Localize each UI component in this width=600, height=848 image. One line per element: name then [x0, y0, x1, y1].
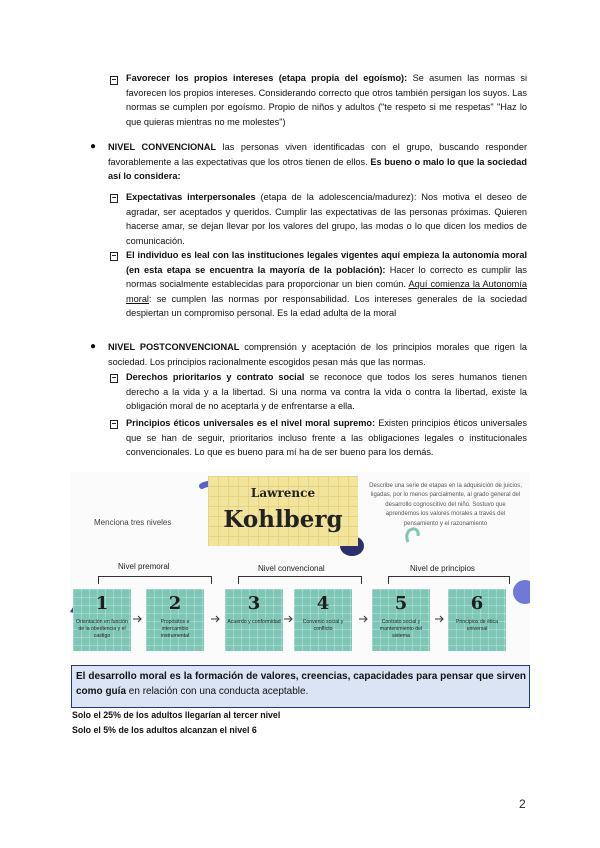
item-heading: Principios éticos universales [126, 418, 257, 428]
arrow-right-icon [435, 615, 445, 623]
stage-card-1 [73, 589, 131, 651]
level-text: las personas viven identificadas con el grupo, buscando responder favorablemente a las expectativas que los otros tienen de ellos. [108, 142, 527, 167]
level-heading: NIVEL CONVENCIONAL [108, 142, 223, 152]
item-text-continued: : se cumplen las normas por responsabilidad. Los intereses generales de la sociedad despiertan un compromiso personal. Es la edad adulta de la moral [126, 293, 527, 319]
paragraph-egoismo [126, 71, 527, 129]
arrow-right-icon [133, 615, 143, 623]
definition-bold: El desarrollo moral es la formación de valores, creencias, capacidades para pensar que sirven como guía [76, 671, 526, 697]
item-text: Hacer lo correcto es cumplir las normas socialmente establecidas para proporcionar un bien común. [126, 264, 528, 290]
stage-number: 4 [316, 593, 330, 614]
stage-number: 3 [247, 593, 261, 614]
mention-label: Menciona tres niveles [94, 518, 172, 527]
stage-text: Principios de ética universal [455, 619, 499, 632]
paragraph-expectativas [126, 190, 527, 248]
level-brace [388, 576, 510, 577]
item-text: se reconoce que todos los seres humanos tienen derecho a la vida y a la libertad. Si una norma va contra la vida o contra la libertad, existe la obligación moral de no aceptarla y de enfrentarse a ella. [126, 372, 527, 412]
item-text-continued: Existen principios éticos universales que se han de seguir, prioritarios incluso frente a las obligaciones legales o institucionales convencionales. Lo que es bueno para mí ha de ser bueno para los demás. [126, 418, 527, 458]
stage-text: Propósitos e intercambio instrumental [160, 619, 190, 639]
stage-number: 1 [95, 593, 109, 614]
stage-number: 6 [470, 593, 484, 614]
item-heading: El individuo es leal con las instituciones legales vigentes aquí empieza la autonomía moral (en esta etapa se encuentra la mayoría de la población): [126, 250, 527, 275]
level-highlight: Es bueno o malo lo que la sociedad así lo considera: [108, 156, 527, 182]
stage-number: 5 [394, 593, 408, 614]
item-text: (etapa de la adolescencia/madurez): Nos motiva el deseo de agradar, ser aceptados y queridos. Cumplir las expectativas de las personas próximas. Quieren hacerse amar, se dejan llevar por los valores del grupo, las modas o lo que dicen los medios de comunicación. [126, 192, 527, 246]
paragraph-individuo-leal [126, 248, 527, 321]
item-heading: Favorecer los propios intereses (etapa propia del egoísmo): [126, 73, 408, 83]
stage-card-5 [372, 589, 430, 651]
bullet-dot-icon: ● [90, 141, 97, 152]
arrow-right-icon [359, 615, 369, 623]
definition-box [71, 665, 530, 708]
definition-text [76, 669, 526, 699]
kohlberg-infographic [70, 472, 530, 665]
checkbox-bullet-icon [110, 420, 118, 429]
level-label-principios: Nivel de principios [410, 564, 475, 573]
bullet-dot-icon: ● [90, 341, 97, 352]
paragraph-nivel-postconvencional [108, 340, 527, 369]
stage-text: Contrato social y mantenimiento del sistema [379, 619, 423, 639]
level-heading: NIVEL POSTCONVENCIONAL [108, 342, 245, 352]
paragraph-derechos [126, 370, 527, 414]
level-label-premoral: Nivel premoral [118, 562, 170, 571]
stage-text: Convenio social y conflicto [302, 619, 344, 632]
level-brace [98, 576, 212, 577]
checkbox-bullet-icon [110, 194, 118, 203]
checkbox-bullet-icon [110, 76, 118, 85]
level-brace [238, 576, 362, 577]
definition-rest: en relación con una conducta aceptable. [126, 686, 309, 697]
note-line-2: Solo el 5% de los adultos alcanzan el nivel 6 [72, 725, 257, 735]
arrow-right-icon [211, 615, 221, 623]
item-text: es el nivel moral supremo: [256, 418, 376, 428]
page-number: 2 [519, 797, 526, 811]
stage-card-3 [225, 589, 283, 651]
paragraph-principios [126, 416, 527, 460]
underlined-text: Aquí comienza la Autonomía moral [126, 279, 527, 304]
item-heading: Derechos prioritarios y contrato social [126, 372, 310, 382]
title-line2: Kohlberg [223, 506, 343, 533]
level-label-convencional: Nivel convencional [258, 564, 325, 573]
title-line1: Lawrence [250, 486, 316, 500]
stage-number: 2 [168, 593, 182, 614]
stage-card-6 [448, 589, 506, 651]
title-card [208, 476, 358, 546]
arrow-right-icon [284, 615, 294, 623]
item-heading: Expectativas interpersonales [126, 192, 256, 202]
paragraph-nivel-convencional [108, 140, 527, 184]
checkbox-bullet-icon [110, 252, 118, 261]
infographic-description: Describe una serie de etapas en la adquisición de juicios, ligadas, por lo menos parcialmente, al grado general del desarrollo cognoscitivo del niño. Sostuvo que aprendemos los valores morales a través del pensamiento y el razonamiento [369, 483, 522, 527]
stage-text: Orientación en función de la obediencia y el castigo [76, 619, 128, 639]
item-text: Se asumen las normas si favorecen los propios intereses. Considerando correcto que otros también persigan los suyos. Las normas se cumplen por egoísmo. Propio de niños y adultos ("te respeto si me respetas" "Haz lo que quieras mientras no me molestes") [126, 73, 528, 127]
teal-squiggle-decoration [407, 529, 418, 542]
checkbox-bullet-icon [110, 374, 118, 383]
stage-text: Acuerdo y conformidad [227, 619, 281, 625]
note-line-1: Solo el 25% de los adultos llegarían al tercer nivel [72, 710, 281, 720]
blue-circle-decoration [513, 580, 530, 604]
stage-card-2 [146, 589, 204, 651]
stage-card-4 [294, 589, 352, 651]
level-text: comprensión y aceptación de los principios morales que rigen la sociedad. Los principios racionalmente escogidos pesan más que las normas. [108, 342, 527, 367]
